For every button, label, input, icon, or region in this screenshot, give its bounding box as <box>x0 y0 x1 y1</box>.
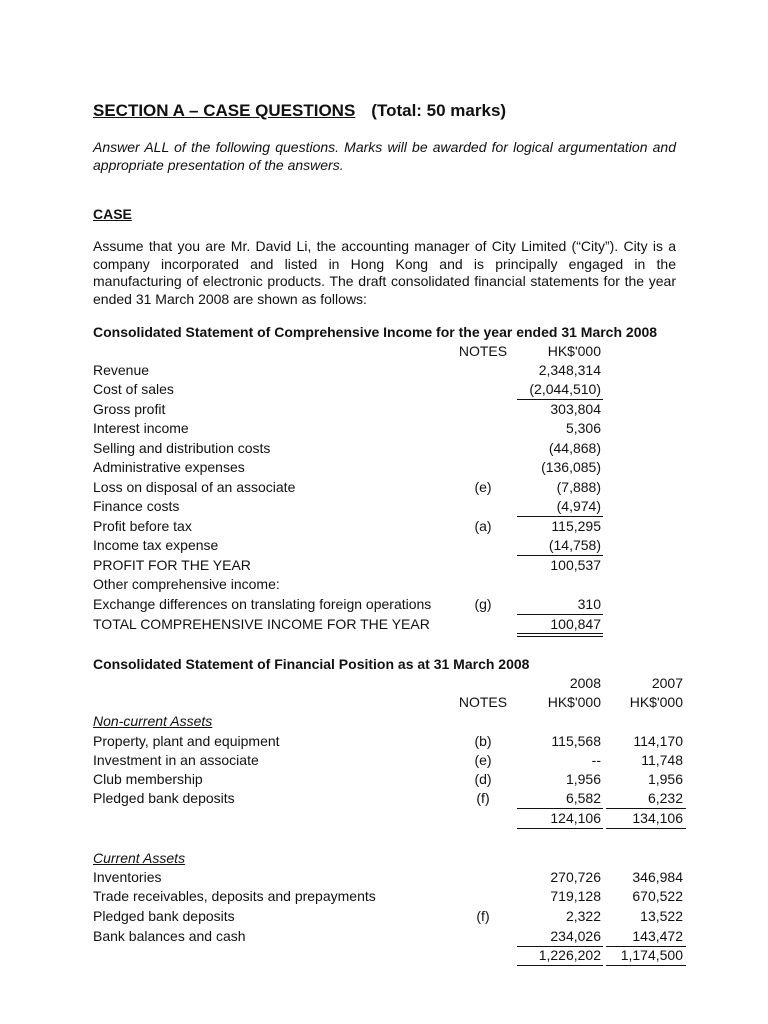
rule-line <box>517 828 603 829</box>
income-row-label: Exchange differences on translating foreign operations <box>93 596 432 612</box>
current-row-label: Pledged bank deposits <box>93 908 235 924</box>
rule-line <box>517 965 603 966</box>
current-row-label: Bank balances and cash <box>93 928 246 944</box>
noncurrent-row-note: (b) <box>474 733 492 749</box>
noncurrent-total-2007: 134,106 <box>632 810 683 826</box>
income-row-amount: (4,974) <box>556 498 601 514</box>
rule-line <box>606 828 686 829</box>
noncurrent-row-label: Property, plant and equipment <box>93 733 280 749</box>
rule-line <box>517 516 603 517</box>
income-row-amount: 100,847 <box>550 616 601 632</box>
income-row-amount: 310 <box>577 596 601 612</box>
noncurrent-row-label: Investment in an associate <box>93 752 259 768</box>
current-row-label: Inventories <box>93 869 162 885</box>
current-row-2007: 670,522 <box>632 888 683 904</box>
position-year-2008: 2008 <box>569 675 601 691</box>
income-row-amount: (7,888) <box>556 479 601 495</box>
income-row-amount: (14,758) <box>548 537 601 553</box>
position-year-2007: 2007 <box>651 675 683 691</box>
noncurrent-row-2007: 114,170 <box>633 733 683 749</box>
income-row-label: Income tax expense <box>93 537 219 553</box>
noncurrent-row-note: (f) <box>476 790 490 806</box>
income-row-amount: (2,044,510) <box>529 381 601 397</box>
noncurrent-row-note: (d) <box>474 771 492 787</box>
noncurrent-row-label: Club membership <box>93 771 203 787</box>
current-row-2007: 143,472 <box>632 928 683 944</box>
rule-line <box>517 614 603 615</box>
noncurrent-row-2007: 6,232 <box>647 790 683 806</box>
instructions: Answer ALL of the following questions. Marks will be awarded for logical argumentation and appropriate presentation of the answers. <box>93 139 676 173</box>
income-row-amount: 2,348,314 <box>538 362 601 378</box>
income-row-label: TOTAL COMPREHENSIVE INCOME FOR THE YEAR <box>93 616 430 632</box>
income-row-label: Loss on disposal of an associate <box>93 479 296 495</box>
income-row-label: Gross profit <box>93 401 166 417</box>
income-row-amount: 100,537 <box>550 557 601 573</box>
current-total-2008: 1,226,202 <box>538 947 601 963</box>
current-assets-heading: Current Assets <box>93 850 186 866</box>
position-statement-title: Consolidated Statement of Financial Position as at 31 March 2008 <box>93 656 530 672</box>
income-row-label: Other comprehensive income: <box>93 576 280 592</box>
noncurrent-row-note: (e) <box>474 752 492 768</box>
income-row-amount: 303,804 <box>550 401 601 417</box>
income-row-label: Selling and distribution costs <box>93 440 271 456</box>
income-row-label: Profit before tax <box>93 518 192 534</box>
income-row-label: Revenue <box>93 362 150 378</box>
income-row-amount: 115,295 <box>551 518 601 534</box>
income-notes-header: NOTES <box>458 343 508 359</box>
rule-line <box>606 808 686 809</box>
income-statement-title: Consolidated Statement of Comprehensive Income for the year ended 31 March 2008 <box>93 324 658 340</box>
noncurrent-row-2007: 1,956 <box>647 771 683 787</box>
current-row-2008: 270,726 <box>550 869 601 885</box>
current-row-2008: 719,128 <box>550 888 601 904</box>
income-row-label: Cost of sales <box>93 381 174 397</box>
income-row-amount: (44,868) <box>548 440 601 456</box>
current-row-label: Trade receivables, deposits and prepayments <box>93 888 376 904</box>
income-row-amount: 5,306 <box>565 420 601 436</box>
case-title: CASE <box>93 206 132 222</box>
income-row-note: (g) <box>474 596 492 612</box>
section-total-marks: (Total: 50 marks) <box>371 101 507 120</box>
income-row-label: PROFIT FOR THE YEAR <box>93 557 251 573</box>
income-row-note: (a) <box>474 518 492 534</box>
position-notes-header: NOTES <box>458 694 508 710</box>
double-rule-line <box>517 633 603 637</box>
noncurrent-row-2008: 1,956 <box>565 771 601 787</box>
rule-line <box>517 555 603 556</box>
rule-line <box>517 399 603 400</box>
section-heading <box>93 101 506 121</box>
current-row-2008: 234,026 <box>550 928 601 944</box>
noncurrent-row-label: Pledged bank deposits <box>93 790 235 806</box>
income-row-label: Interest income <box>93 420 189 436</box>
noncurrent-total-2008: 124,106 <box>550 810 601 826</box>
income-row-amount: (136,085) <box>541 459 601 475</box>
current-total-2007: 1,174,500 <box>620 947 683 963</box>
position-unit-2007: HK$'000 <box>629 694 683 710</box>
income-row-note: (e) <box>474 479 492 495</box>
noncurrent-row-2008: 6,582 <box>565 790 601 806</box>
income-amount-header: HK$'000 <box>547 343 601 359</box>
current-row-note: (f) <box>476 908 490 924</box>
noncurrent-row-2008: -- <box>591 752 601 768</box>
noncurrent-row-2007: 11,748 <box>641 752 683 768</box>
income-row-label: Finance costs <box>93 498 180 514</box>
position-unit-2008: HK$'000 <box>547 694 601 710</box>
case-intro: Assume that you are Mr. David Li, the accounting manager of City Limited (“City”). City is a company incorporated and listed in Hong Kong and is principally engaged in the manufacturing of electronic products. The draft consolidated financial statements for the year ended 31 March 2008 are shown as follows: <box>93 238 676 307</box>
rule-line <box>606 965 686 966</box>
current-row-2007: 346,984 <box>632 869 683 885</box>
income-row-label: Administrative expenses <box>93 459 245 475</box>
section-title: SECTION A – CASE QUESTIONS <box>93 101 356 120</box>
noncurrent-assets-heading: Non-current Assets <box>93 713 213 729</box>
current-row-2008: 2,322 <box>565 908 601 924</box>
rule-line <box>517 808 603 809</box>
noncurrent-row-2008: 115,568 <box>551 733 601 749</box>
current-row-2007: 13,522 <box>640 908 683 924</box>
